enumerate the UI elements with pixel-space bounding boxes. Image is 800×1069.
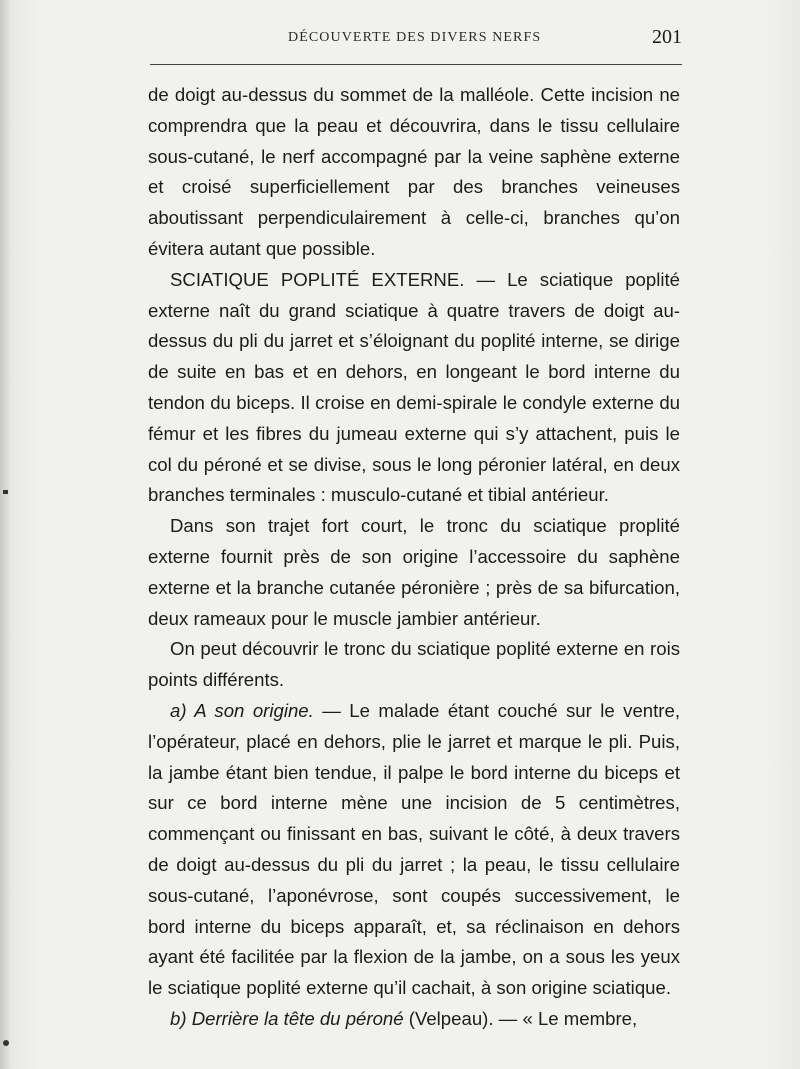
paragraph: Dans son trajet fort court, le tronc du sciatique proplité externe fournit près de son origine l’accessoire du saphène externe et la branche cutanée péronière ; près de sa bifurcation, deux rameaux pour le muscle jambier antérieur. xyxy=(148,515,680,629)
body-text xyxy=(148,80,680,1035)
page-header xyxy=(148,26,682,52)
running-head: DÉCOUVERTE DES DIVERS NERFS xyxy=(288,30,542,45)
item-text: (Velpeau). — « Le membre, xyxy=(403,1007,638,1029)
item-title: A son origine. xyxy=(194,699,314,721)
binding-edge xyxy=(0,0,10,1069)
paragraph: de doigt au-dessus du sommet de la malléole. Cette incision ne comprendra que la peau et découvrira, dans le tissu cellulaire sous-cutané, le nerf accompagné par la veine saphène externe et croisé superficiellement par des branches veineuses aboutissant perpendiculairement à celle-ci, branches qu’on évitera autant que possible. xyxy=(148,84,680,259)
item-label: b) xyxy=(170,1007,192,1029)
page-number: 201 xyxy=(652,26,682,48)
item-text: — Le malade étant couché sur le ventre, l’opérateur, placé en dehors, plie le jarret et marque le pli. Puis, la jambe étant bien tendue, il palpe le bord interne du biceps et sur ce bord interne mène une incision de 5 centimètres, commençant ou finissant en bas, suivant le côté, à deux travers de doigt au-dessus du pli du jarret ; la peau, le tissu cellulaire sous-cutané, l’aponévrose, sont coupés successivement, le bord interne du biceps apparaît, et, sa réclinaison en dehors ayant été facilitée par la flexion de la jambe, on a sous les yeux le sciatique poplité externe qu’il cachait, à son origine sciatique. xyxy=(148,699,680,999)
paragraph: SCIATIQUE POPLITÉ EXTERNE. — Le sciatique poplité externe naît du grand sciatique à quatre travers de doigt au-dessus du pli du jarret et s’éloignant du poplité interne, se dirige de suite en bas et en dehors, en longeant le bord interne du tendon du biceps. Il croise en demi-spirale le condyle externe du fémur et les fibres du jumeau externe qui s’y attachent, puis le col du péroné et se divise, sous le long péronier latéral, en deux branches terminales : musculo-cutané et tibial antérieur. xyxy=(148,268,680,506)
paragraph: On peut découvrir le tronc du sciatique poplité externe en rois points différents. xyxy=(148,638,680,691)
item-label: a) xyxy=(170,699,195,721)
header-rule xyxy=(150,64,682,65)
paragraph xyxy=(148,696,680,1004)
item-title: Derrière la tête du péroné xyxy=(191,1007,404,1029)
margin-mark xyxy=(3,490,8,494)
margin-mark xyxy=(3,1040,9,1046)
paragraph xyxy=(148,1004,680,1035)
